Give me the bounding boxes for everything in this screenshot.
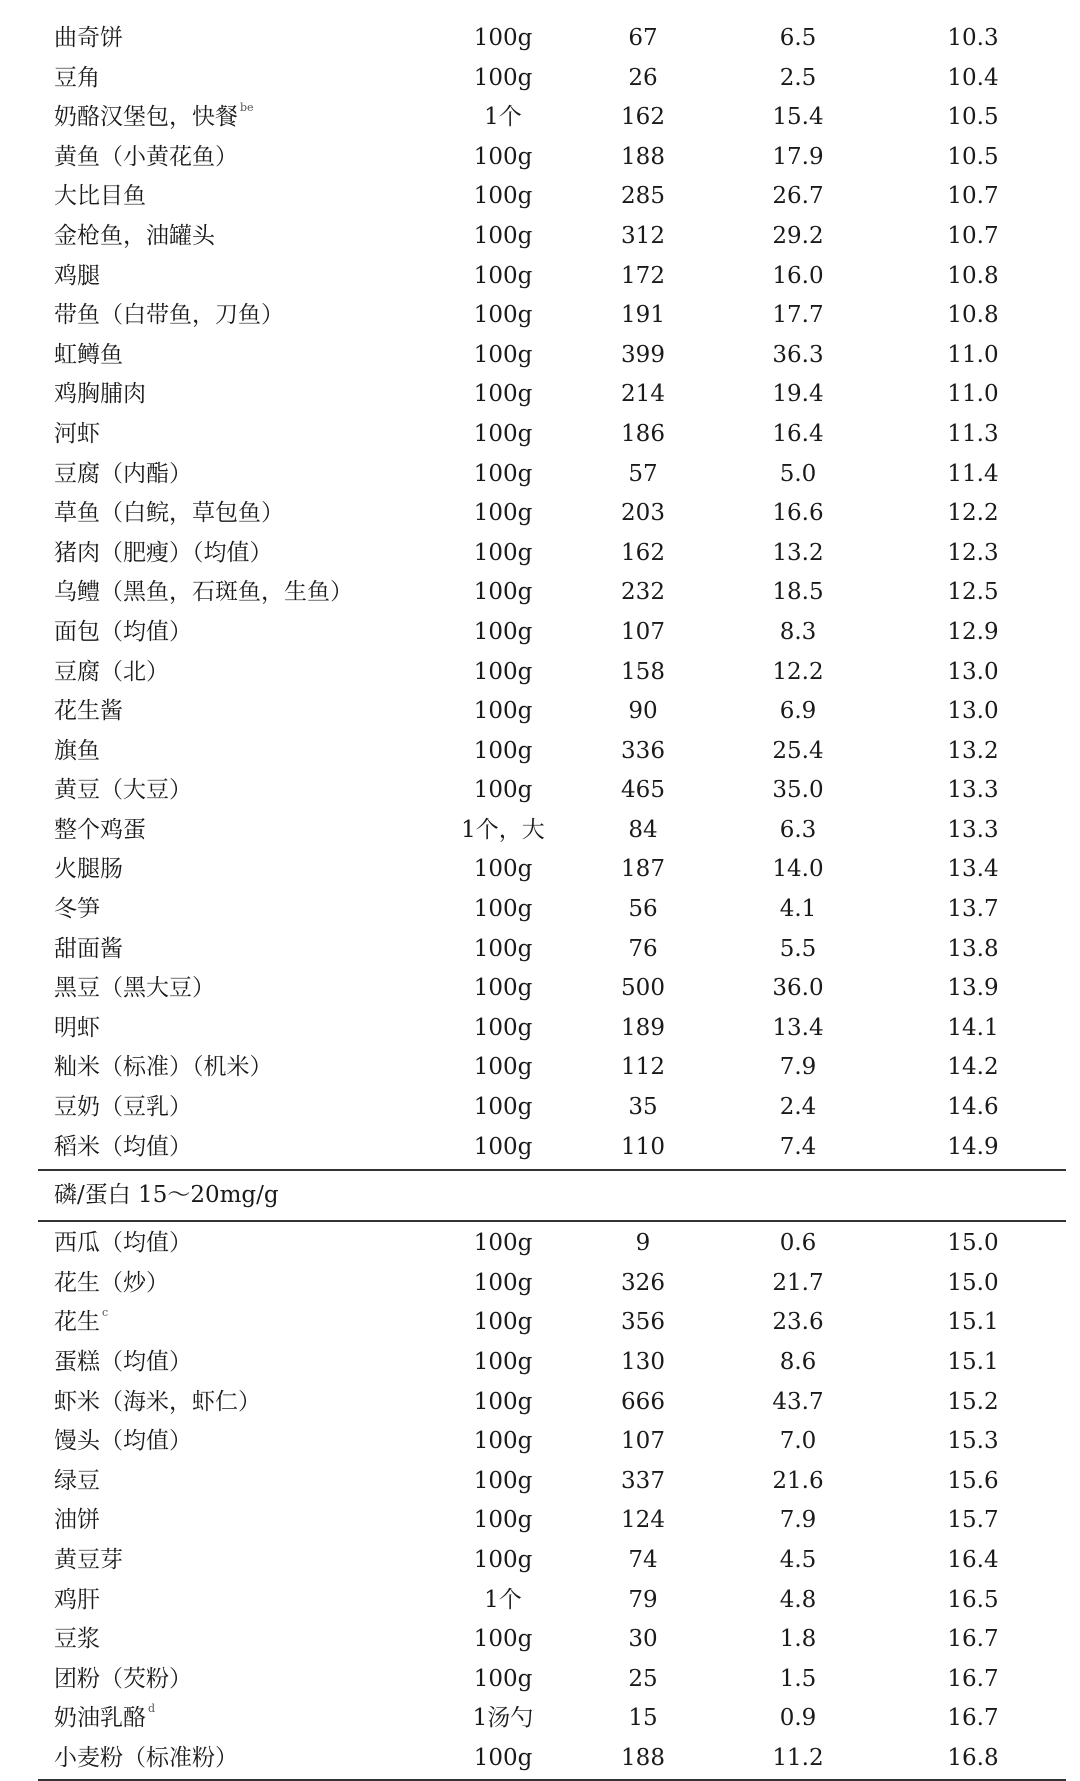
protein-cell: 13.4 <box>772 1014 824 1041</box>
table-row <box>38 969 1066 1009</box>
portion-cell: 100g <box>473 1309 533 1336</box>
portion-cell: 100g <box>473 658 533 685</box>
phosphorus-cell: 110 <box>621 1133 665 1160</box>
portion-cell: 100g <box>473 1388 533 1415</box>
ratio-cell: 10.8 <box>947 262 999 289</box>
food-name-cell: 黄鱼（小黄花鱼） <box>54 143 238 170</box>
food-name-cell: 黄豆芽 <box>54 1546 123 1573</box>
table-row <box>38 1739 1066 1779</box>
phosphorus-cell: 186 <box>621 420 665 447</box>
phosphorus-cell: 84 <box>628 816 658 843</box>
protein-cell: 6.9 <box>779 698 817 725</box>
phosphorus-cell: 130 <box>621 1349 665 1375</box>
table-row <box>38 613 1066 653</box>
protein-cell: 29.2 <box>772 222 824 249</box>
portion-cell: 100g <box>473 1054 533 1081</box>
portion-cell: 100g <box>473 1507 533 1534</box>
protein-cell: 5.5 <box>779 935 817 962</box>
protein-cell: 16.4 <box>772 420 824 447</box>
ratio-cell: 13.4 <box>947 856 999 883</box>
portion-cell: 100g <box>473 381 533 408</box>
portion-cell: 100g <box>473 896 533 923</box>
phosphorus-cell: 74 <box>628 1546 658 1573</box>
portion-cell: 100g <box>473 1428 533 1455</box>
table-row <box>38 59 1066 99</box>
phosphorus-cell: 158 <box>621 658 665 685</box>
phosphorus-cell: 232 <box>621 579 665 606</box>
section-label: 磷/蛋白 15～20mg/g <box>54 1182 279 1209</box>
table-row <box>38 1422 1066 1462</box>
ratio-cell: 10.3 <box>947 25 999 51</box>
portion-cell: 100g <box>473 737 533 764</box>
portion-cell: 100g <box>473 1133 533 1160</box>
portion-cell: 1个 <box>484 1586 522 1613</box>
phosphorus-cell: 26 <box>628 64 658 91</box>
food-name-cell: 河虾 <box>54 420 100 447</box>
table-group-below-15 <box>38 19 1066 1167</box>
food-name-cell: 稻米（均值） <box>54 1133 192 1160</box>
ratio-cell: 16.4 <box>947 1546 999 1573</box>
protein-cell: 5.0 <box>779 460 817 487</box>
food-name-cell: 奶油乳酪 $^d$ <box>54 1702 156 1732</box>
protein-cell: 0.9 <box>779 1705 817 1732</box>
food-name-cell: 甜面酱 <box>54 935 123 962</box>
phosphorus-cell: 326 <box>621 1269 665 1296</box>
ratio-cell: 15.7 <box>947 1507 999 1534</box>
portion-cell: 1汤勺 <box>472 1705 534 1732</box>
table-row <box>38 1048 1066 1088</box>
section-header-row <box>38 1169 1066 1222</box>
food-name-cell: 油饼 <box>54 1507 100 1534</box>
food-name-cell: 大比目鱼 <box>54 183 146 210</box>
food-name-cell: 西瓜（均值） <box>54 1230 192 1257</box>
portion-cell: 100g <box>473 1269 533 1296</box>
food-name-cell: 整个鸡蛋 <box>54 816 146 843</box>
table-row <box>38 19 1066 59</box>
protein-cell: 19.4 <box>772 381 824 408</box>
table-row <box>38 850 1066 890</box>
ratio-cell: 12.3 <box>947 539 999 566</box>
portion-cell: 100g <box>473 262 533 289</box>
food-name-cell: 团粉（芡粉） <box>54 1665 192 1692</box>
protein-cell: 36.0 <box>772 975 824 1002</box>
portion-cell: 100g <box>473 64 533 91</box>
portion-cell: 100g <box>473 698 533 725</box>
phosphorus-cell: 25 <box>628 1665 658 1692</box>
food-name-cell: 豆奶（豆乳） <box>54 1094 192 1121</box>
table-row <box>38 534 1066 574</box>
protein-cell: 15.4 <box>772 104 824 131</box>
protein-cell: 43.7 <box>772 1388 824 1415</box>
protein-cell: 14.0 <box>772 856 824 883</box>
food-name-cell: 豆腐（北） <box>54 658 169 685</box>
table-row <box>38 1383 1066 1423</box>
protein-cell: 2.5 <box>779 64 817 91</box>
phosphorus-cell: 112 <box>621 1054 665 1081</box>
phosphorus-cell: 189 <box>621 1014 665 1041</box>
food-name-cell: 乌鳢（黑鱼，石斑鱼，生鱼） <box>54 579 353 606</box>
ratio-cell: 15.1 <box>947 1349 999 1375</box>
food-name-cell: 面包（均值） <box>54 618 192 645</box>
table-row <box>38 98 1066 138</box>
portion-cell: 100g <box>473 183 533 210</box>
ratio-cell: 15.3 <box>947 1428 999 1455</box>
protein-cell: 7.9 <box>779 1054 817 1081</box>
food-name-cell: 金枪鱼，油罐头 <box>54 222 215 249</box>
food-name-cell: 豆浆 <box>54 1626 100 1653</box>
ratio-cell: 16.7 <box>947 1705 999 1732</box>
table-group-15-20 <box>38 1224 1066 1778</box>
protein-cell: 4.1 <box>779 896 817 923</box>
phosphorus-cell: 187 <box>621 856 665 883</box>
protein-cell: 35.0 <box>772 777 824 804</box>
table-row <box>38 1088 1066 1128</box>
phosphorus-cell: 356 <box>621 1309 665 1336</box>
phosphorus-cell: 162 <box>621 104 665 131</box>
ratio-cell: 13.0 <box>947 658 999 685</box>
table-row <box>38 930 1066 970</box>
phosphorus-cell: 67 <box>628 25 658 51</box>
ratio-cell: 15.1 <box>947 1309 999 1336</box>
ratio-cell: 14.6 <box>947 1094 999 1121</box>
table-row <box>38 1620 1066 1660</box>
table-row <box>38 811 1066 851</box>
table-row <box>38 1264 1066 1304</box>
portion-cell: 100g <box>473 1014 533 1041</box>
phosphorus-cell: 79 <box>628 1586 658 1613</box>
phosphorus-cell: 188 <box>621 143 665 170</box>
phosphorus-cell: 124 <box>621 1507 665 1534</box>
protein-cell: 21.6 <box>772 1467 824 1494</box>
table-row <box>38 1541 1066 1581</box>
table-row <box>38 177 1066 217</box>
ratio-cell: 11.0 <box>947 341 999 368</box>
ratio-cell: 16.5 <box>947 1586 999 1613</box>
phosphorus-cell: 312 <box>621 222 665 249</box>
food-name-cell: 黄豆（大豆） <box>54 777 192 804</box>
protein-cell: 4.5 <box>779 1546 817 1573</box>
food-name-cell: 曲奇饼 <box>54 25 123 51</box>
food-name-cell: 旗鱼 <box>54 737 100 764</box>
portion-cell: 100g <box>473 1665 533 1692</box>
ratio-cell: 10.4 <box>947 64 999 91</box>
portion-cell: 100g <box>473 500 533 527</box>
portion-cell: 100g <box>473 143 533 170</box>
ratio-cell: 15.6 <box>947 1467 999 1494</box>
food-name-cell: 花生酱 <box>54 698 123 725</box>
phosphorus-cell: 399 <box>621 341 665 368</box>
food-name-cell: 明虾 <box>54 1014 100 1041</box>
food-name-cell: 花生 $^c$ <box>54 1306 109 1336</box>
ratio-cell: 16.7 <box>947 1665 999 1692</box>
phosphorus-cell: 56 <box>628 896 658 923</box>
ratio-cell: 14.9 <box>947 1133 999 1160</box>
table-row <box>38 1128 1066 1168</box>
protein-cell: 7.4 <box>779 1133 817 1160</box>
food-name-cell: 籼米（标准）（机米） <box>54 1054 273 1081</box>
phosphorus-cell: 90 <box>628 698 658 725</box>
ratio-cell: 11.0 <box>947 381 999 408</box>
ratio-cell: 10.7 <box>947 222 999 249</box>
food-name-cell: 豆角 <box>54 64 100 91</box>
phosphorus-cell: 107 <box>621 1428 665 1455</box>
table-row <box>38 1343 1066 1383</box>
ratio-cell: 13.3 <box>947 816 999 843</box>
ratio-cell: 15.0 <box>947 1230 999 1257</box>
food-name-cell: 虾米（海米，虾仁） <box>54 1388 261 1415</box>
food-name-cell: 小麦粉（标准粉） <box>54 1744 238 1771</box>
phosphorus-cell: 188 <box>621 1744 665 1771</box>
phosphorus-cell: 214 <box>621 381 665 408</box>
portion-cell: 100g <box>473 618 533 645</box>
portion-cell: 100g <box>473 460 533 487</box>
food-name-cell: 奶酪汉堡包，快餐 $^{be}$ <box>54 101 254 131</box>
food-name-cell: 草鱼（白鲩，草包鱼） <box>54 500 284 527</box>
portion-cell: 100g <box>473 1349 533 1375</box>
protein-cell: 16.0 <box>772 262 824 289</box>
protein-cell: 1.5 <box>779 1665 817 1692</box>
protein-cell: 1.8 <box>779 1626 817 1653</box>
protein-cell: 7.9 <box>779 1507 817 1534</box>
protein-cell: 12.2 <box>772 658 824 685</box>
portion-cell: 100g <box>473 1546 533 1573</box>
food-name-cell: 鸡腿 <box>54 262 100 289</box>
phosphorus-cell: 285 <box>621 183 665 210</box>
ratio-cell: 13.9 <box>947 975 999 1002</box>
protein-cell: 8.6 <box>779 1349 817 1375</box>
footnote-marker: c <box>102 1306 109 1320</box>
table-row <box>38 732 1066 772</box>
phosphorus-cell: 203 <box>621 500 665 527</box>
table-row <box>38 1303 1066 1343</box>
food-name-cell: 鸡胸脯肉 <box>54 381 146 408</box>
phosphorus-cell: 9 <box>635 1230 651 1257</box>
portion-cell: 100g <box>473 1744 533 1771</box>
table-row <box>38 138 1066 178</box>
table-row <box>38 890 1066 930</box>
protein-cell: 8.3 <box>779 618 817 645</box>
phosphorus-cell: 191 <box>621 302 665 329</box>
protein-cell: 13.2 <box>772 539 824 566</box>
table-row <box>38 455 1066 495</box>
portion-cell: 100g <box>473 1467 533 1494</box>
portion-cell: 100g <box>473 539 533 566</box>
protein-cell: 16.6 <box>772 500 824 527</box>
footnote-marker: be <box>240 101 254 115</box>
portion-cell: 100g <box>473 856 533 883</box>
protein-cell: 25.4 <box>772 737 824 764</box>
portion-cell: 1个 <box>484 104 522 131</box>
table-row <box>38 336 1066 376</box>
table-row <box>38 257 1066 297</box>
portion-cell: 100g <box>473 1094 533 1121</box>
phosphorus-cell: 500 <box>621 975 665 1002</box>
protein-cell: 2.4 <box>779 1094 817 1121</box>
footnote-marker: d <box>148 1702 156 1716</box>
ratio-cell: 10.5 <box>947 104 999 131</box>
protein-cell: 4.8 <box>779 1586 817 1613</box>
phosphorus-cell: 107 <box>621 618 665 645</box>
portion-cell: 1个，大 <box>461 816 545 843</box>
table-row <box>38 1581 1066 1621</box>
protein-cell: 18.5 <box>772 579 824 606</box>
protein-cell: 36.3 <box>772 341 824 368</box>
protein-cell: 17.9 <box>772 143 824 170</box>
ratio-cell: 13.7 <box>947 896 999 923</box>
table-row <box>38 1699 1066 1739</box>
food-name-cell: 绿豆 <box>54 1467 100 1494</box>
ratio-cell: 13.8 <box>947 935 999 962</box>
phosphorus-cell: 337 <box>621 1467 665 1494</box>
food-name-cell: 带鱼（白带鱼，刀鱼） <box>54 302 284 329</box>
table-row <box>38 653 1066 693</box>
table-row <box>38 1462 1066 1502</box>
phosphorus-cell: 666 <box>621 1388 665 1415</box>
table-row <box>38 771 1066 811</box>
portion-cell: 100g <box>473 1230 533 1257</box>
ratio-cell: 14.1 <box>947 1014 999 1041</box>
ratio-cell: 11.4 <box>947 460 999 487</box>
food-name-cell: 馒头（均值） <box>54 1428 192 1455</box>
protein-cell: 11.2 <box>772 1744 824 1771</box>
portion-cell: 100g <box>473 25 533 51</box>
table-row <box>38 573 1066 613</box>
food-name-cell: 花生（炒） <box>54 1269 169 1296</box>
portion-cell: 100g <box>473 302 533 329</box>
food-phosphorus-table <box>38 19 1066 1779</box>
table-row <box>38 296 1066 336</box>
food-name-cell: 冬笋 <box>54 896 100 923</box>
portion-cell: 100g <box>473 222 533 249</box>
ratio-cell: 13.0 <box>947 698 999 725</box>
table-row <box>38 1501 1066 1541</box>
protein-cell: 7.0 <box>779 1428 817 1455</box>
table-row <box>38 1660 1066 1700</box>
phosphorus-cell: 172 <box>621 262 665 289</box>
phosphorus-cell: 30 <box>628 1626 658 1653</box>
protein-cell: 21.7 <box>772 1269 824 1296</box>
portion-cell: 100g <box>473 975 533 1002</box>
ratio-cell: 15.0 <box>947 1269 999 1296</box>
ratio-cell: 10.7 <box>947 183 999 210</box>
ratio-cell: 14.2 <box>947 1054 999 1081</box>
ratio-cell: 13.3 <box>947 777 999 804</box>
food-name-cell: 黑豆（黑大豆） <box>54 975 215 1002</box>
table-row <box>38 415 1066 455</box>
protein-cell: 17.7 <box>772 302 824 329</box>
food-name-cell: 豆腐（内酯） <box>54 460 192 487</box>
ratio-cell: 16.8 <box>947 1744 999 1771</box>
ratio-cell: 10.5 <box>947 143 999 170</box>
phosphorus-cell: 57 <box>628 460 658 487</box>
portion-cell: 100g <box>473 579 533 606</box>
phosphorus-cell: 162 <box>621 539 665 566</box>
food-name-cell: 火腿肠 <box>54 856 123 883</box>
ratio-cell: 12.5 <box>947 579 999 606</box>
table-row <box>38 1224 1066 1264</box>
table-row <box>38 217 1066 257</box>
portion-cell: 100g <box>473 935 533 962</box>
ratio-cell: 12.2 <box>947 500 999 527</box>
ratio-cell: 13.2 <box>947 737 999 764</box>
ratio-cell: 12.9 <box>947 618 999 645</box>
phosphorus-cell: 336 <box>621 737 665 764</box>
protein-cell: 26.7 <box>772 183 824 210</box>
protein-cell: 23.6 <box>772 1309 824 1336</box>
portion-cell: 100g <box>473 1626 533 1653</box>
table-row <box>38 494 1066 534</box>
portion-cell: 100g <box>473 420 533 447</box>
table-row <box>38 692 1066 732</box>
phosphorus-cell: 465 <box>621 777 665 804</box>
portion-cell: 100g <box>473 777 533 804</box>
phosphorus-cell: 76 <box>628 935 658 962</box>
ratio-cell: 16.7 <box>947 1626 999 1653</box>
food-name-cell: 虹鳟鱼 <box>54 341 123 368</box>
protein-cell: 0.6 <box>779 1230 817 1257</box>
portion-cell: 100g <box>473 341 533 368</box>
food-name-cell: 猪肉（肥瘦）（均值） <box>54 539 273 566</box>
table-row <box>38 1009 1066 1049</box>
ratio-cell: 15.2 <box>947 1388 999 1415</box>
food-name-cell: 鸡肝 <box>54 1586 100 1613</box>
protein-cell: 6.5 <box>779 25 817 51</box>
phosphorus-cell: 35 <box>628 1094 658 1121</box>
food-name-cell: 蛋糕（均值） <box>54 1349 192 1375</box>
ratio-cell: 10.8 <box>947 302 999 329</box>
protein-cell: 6.3 <box>779 816 817 843</box>
phosphorus-cell: 15 <box>628 1705 658 1732</box>
ratio-cell: 11.3 <box>947 420 999 447</box>
table-row <box>38 375 1066 415</box>
